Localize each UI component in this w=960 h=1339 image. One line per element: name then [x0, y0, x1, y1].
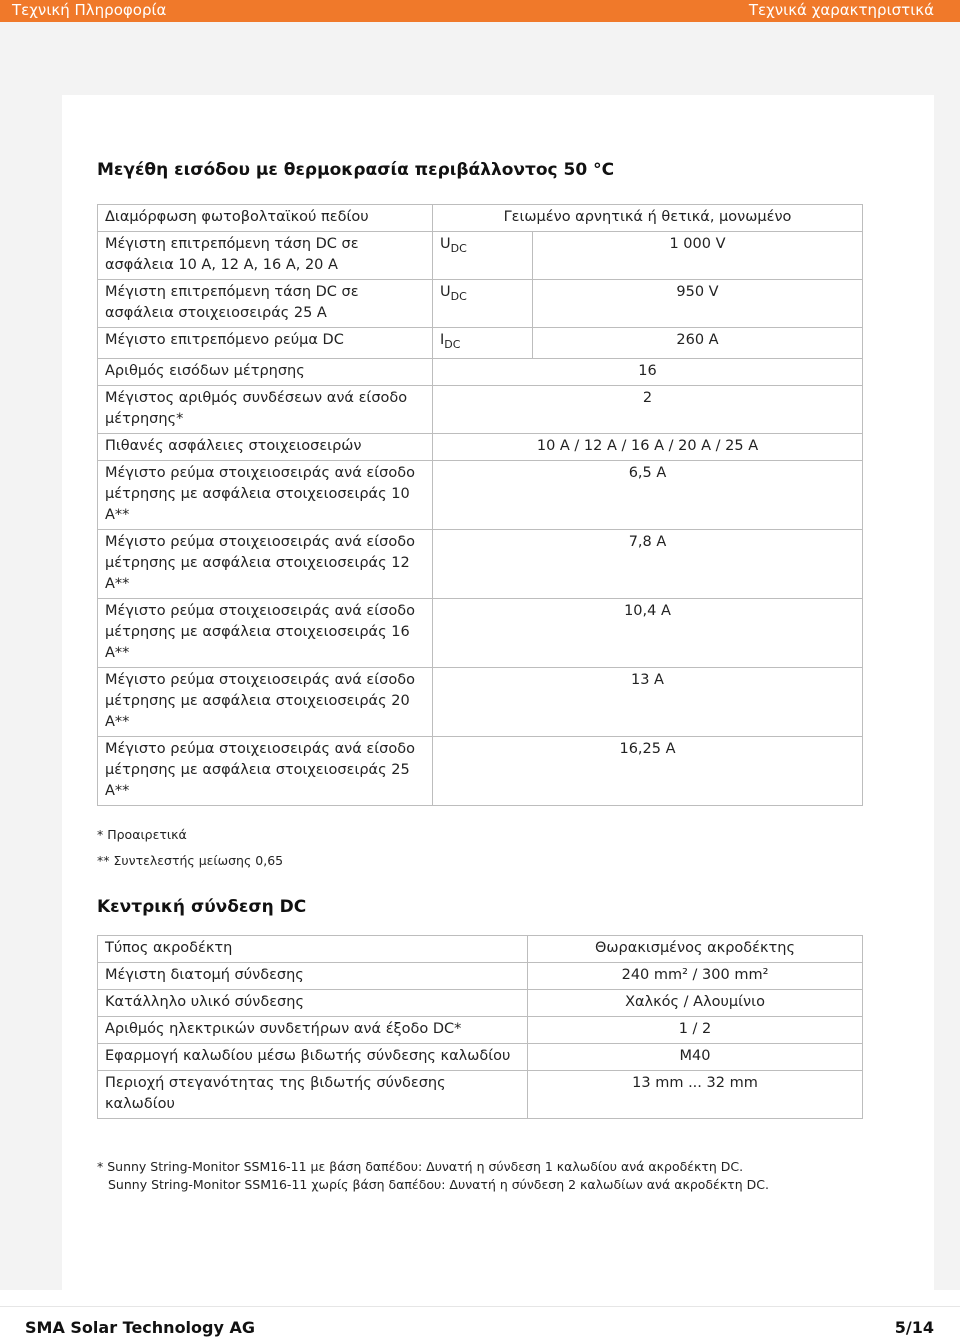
- spec-symbol: $U_{DC}$: [433, 232, 533, 280]
- spec-row: [98, 529, 863, 598]
- spec-value: 260 A: [533, 328, 863, 359]
- connection-row: [98, 990, 863, 1017]
- spec-value: 7,8 A: [433, 529, 863, 598]
- spec-value: 16: [433, 358, 863, 385]
- spec-value: Γειωμένο αρνητικά ή θετικά, μονωμένο: [433, 205, 863, 232]
- spec-value: 16,25 A: [433, 736, 863, 805]
- input-specs-table: [97, 204, 863, 806]
- spec-label: Διαμόρφωση φωτοβολταϊκού πεδίου: [98, 205, 433, 232]
- connection-label: Τύπος ακροδέκτη: [98, 936, 528, 963]
- section1-title: Μεγέθη εισόδου με θερμοκρασία περιβάλλοντος 50 °C: [97, 160, 615, 180]
- spec-value: 10 A / 12 A / 16 A / 20 A / 25 A: [433, 433, 863, 460]
- spec-label: Μέγιστο ρεύμα στοιχειοσειράς ανά είσοδο μέτρησης με ασφάλεια στοιχειοσειράς 16 A**: [98, 598, 433, 667]
- spec-row: [98, 358, 863, 385]
- footnote-ssm-floor: * Sunny String-Monitor SSM16-11 με βάση δαπέδου: Δυνατή η σύνδεση 1 καλωδίου ανά ακροδέκτη DC.: [97, 1159, 744, 1174]
- footer-company: SMA Solar Technology AG: [25, 1318, 255, 1337]
- header-bar: [0, 0, 960, 22]
- spec-label: Μέγιστο ρεύμα στοιχειοσειράς ανά είσοδο μέτρησης με ασφάλεια στοιχειοσειράς 25 A**: [98, 736, 433, 805]
- spec-row: [98, 598, 863, 667]
- connection-value: 13 mm ... 32 mm: [528, 1071, 863, 1119]
- spec-label: Μέγιστο ρεύμα στοιχειοσειράς ανά είσοδο μέτρησης με ασφάλεια στοιχειοσειράς 20 A**: [98, 667, 433, 736]
- spec-row: [98, 736, 863, 805]
- spec-row: [98, 385, 863, 433]
- spec-label: Μέγιστο επιτρεπόμενο ρεύμα DC: [98, 328, 433, 359]
- connection-row: [98, 1044, 863, 1071]
- connection-value: M40: [528, 1044, 863, 1071]
- footnote-optional: * Προαιρετικά: [97, 827, 187, 842]
- spec-label: Πιθανές ασφάλειες στοιχειοσειρών: [98, 433, 433, 460]
- footnote-reduction: ** Συντελεστής μείωσης 0,65: [97, 853, 284, 868]
- header-right-title: Τεχνικά χαρακτηριστικά: [748, 1, 934, 19]
- spec-label: Αριθμός εισόδων μέτρησης: [98, 358, 433, 385]
- spec-row: [98, 460, 863, 529]
- spec-row: [98, 280, 863, 328]
- connection-value: 1 / 2: [528, 1017, 863, 1044]
- spec-label: Μέγιστος αριθμός συνδέσεων ανά είσοδο μέτρησης*: [98, 385, 433, 433]
- connection-value: Χαλκός / Αλουμίνιο: [528, 990, 863, 1017]
- connection-label: Περιοχή στεγανότητας της βιδωτής σύνδεσης καλωδίου: [98, 1071, 528, 1119]
- spec-value: 950 V: [533, 280, 863, 328]
- connection-row: [98, 1017, 863, 1044]
- page-margin-top: [62, 22, 934, 95]
- spec-value: 2: [433, 385, 863, 433]
- spec-label: Μέγιστο ρεύμα στοιχειοσειράς ανά είσοδο μέτρησης με ασφάλεια στοιχειοσειράς 10 A**: [98, 460, 433, 529]
- dc-connection-table: [97, 935, 863, 1119]
- footer-divider: [0, 1306, 960, 1307]
- spec-label: Μέγιστη επιτρεπόμενη τάση DC σε ασφάλεια στοιχειοσειράς 25 A: [98, 280, 433, 328]
- spec-row: [98, 433, 863, 460]
- connection-label: Μέγιστη διατομή σύνδεσης: [98, 963, 528, 990]
- header-left-title: Τεχνική Πληροφορία: [12, 1, 167, 19]
- connection-row: [98, 963, 863, 990]
- spec-value: 13 A: [433, 667, 863, 736]
- spec-row: [98, 328, 863, 359]
- connection-row: [98, 936, 863, 963]
- spec-value: 1 000 V: [533, 232, 863, 280]
- footer: [0, 1312, 960, 1339]
- section2-title: Κεντρική σύνδεση DC: [97, 897, 307, 917]
- connection-row: [98, 1071, 863, 1119]
- spec-value: 10,4 A: [433, 598, 863, 667]
- spec-symbol: $U_{DC}$: [433, 280, 533, 328]
- page-margin-left: [0, 22, 62, 1290]
- spec-label: Μέγιστο ρεύμα στοιχειοσειράς ανά είσοδο μέτρησης με ασφάλεια στοιχειοσειράς 12 A**: [98, 529, 433, 598]
- spec-row: [98, 232, 863, 280]
- connection-label: Αριθμός ηλεκτρικών συνδετήρων ανά έξοδο DC*: [98, 1017, 528, 1044]
- page-margin-right: [934, 22, 960, 1290]
- footer-page-number: 5/14: [894, 1318, 934, 1337]
- footnote-ssm-nofloor: Sunny String-Monitor SSM16-11 χωρίς βάση δαπέδου: Δυνατή η σύνδεση 2 καλωδίων ανά ακροδέκτη DC.: [108, 1177, 769, 1192]
- connection-label: Εφαρμογή καλωδίου μέσω βιδωτής σύνδεσης καλωδίου: [98, 1044, 528, 1071]
- spec-row: [98, 205, 863, 232]
- spec-symbol: $I_{DC}$: [433, 328, 533, 359]
- connection-value: Θωρακισμένος ακροδέκτης: [528, 936, 863, 963]
- connection-label: Κατάλληλο υλικό σύνδεσης: [98, 990, 528, 1017]
- spec-row: [98, 667, 863, 736]
- spec-value: 6,5 A: [433, 460, 863, 529]
- connection-value: 240 mm² / 300 mm²: [528, 963, 863, 990]
- spec-label: Μέγιστη επιτρεπόμενη τάση DC σε ασφάλεια 10 A, 12 A, 16 A, 20 A: [98, 232, 433, 280]
